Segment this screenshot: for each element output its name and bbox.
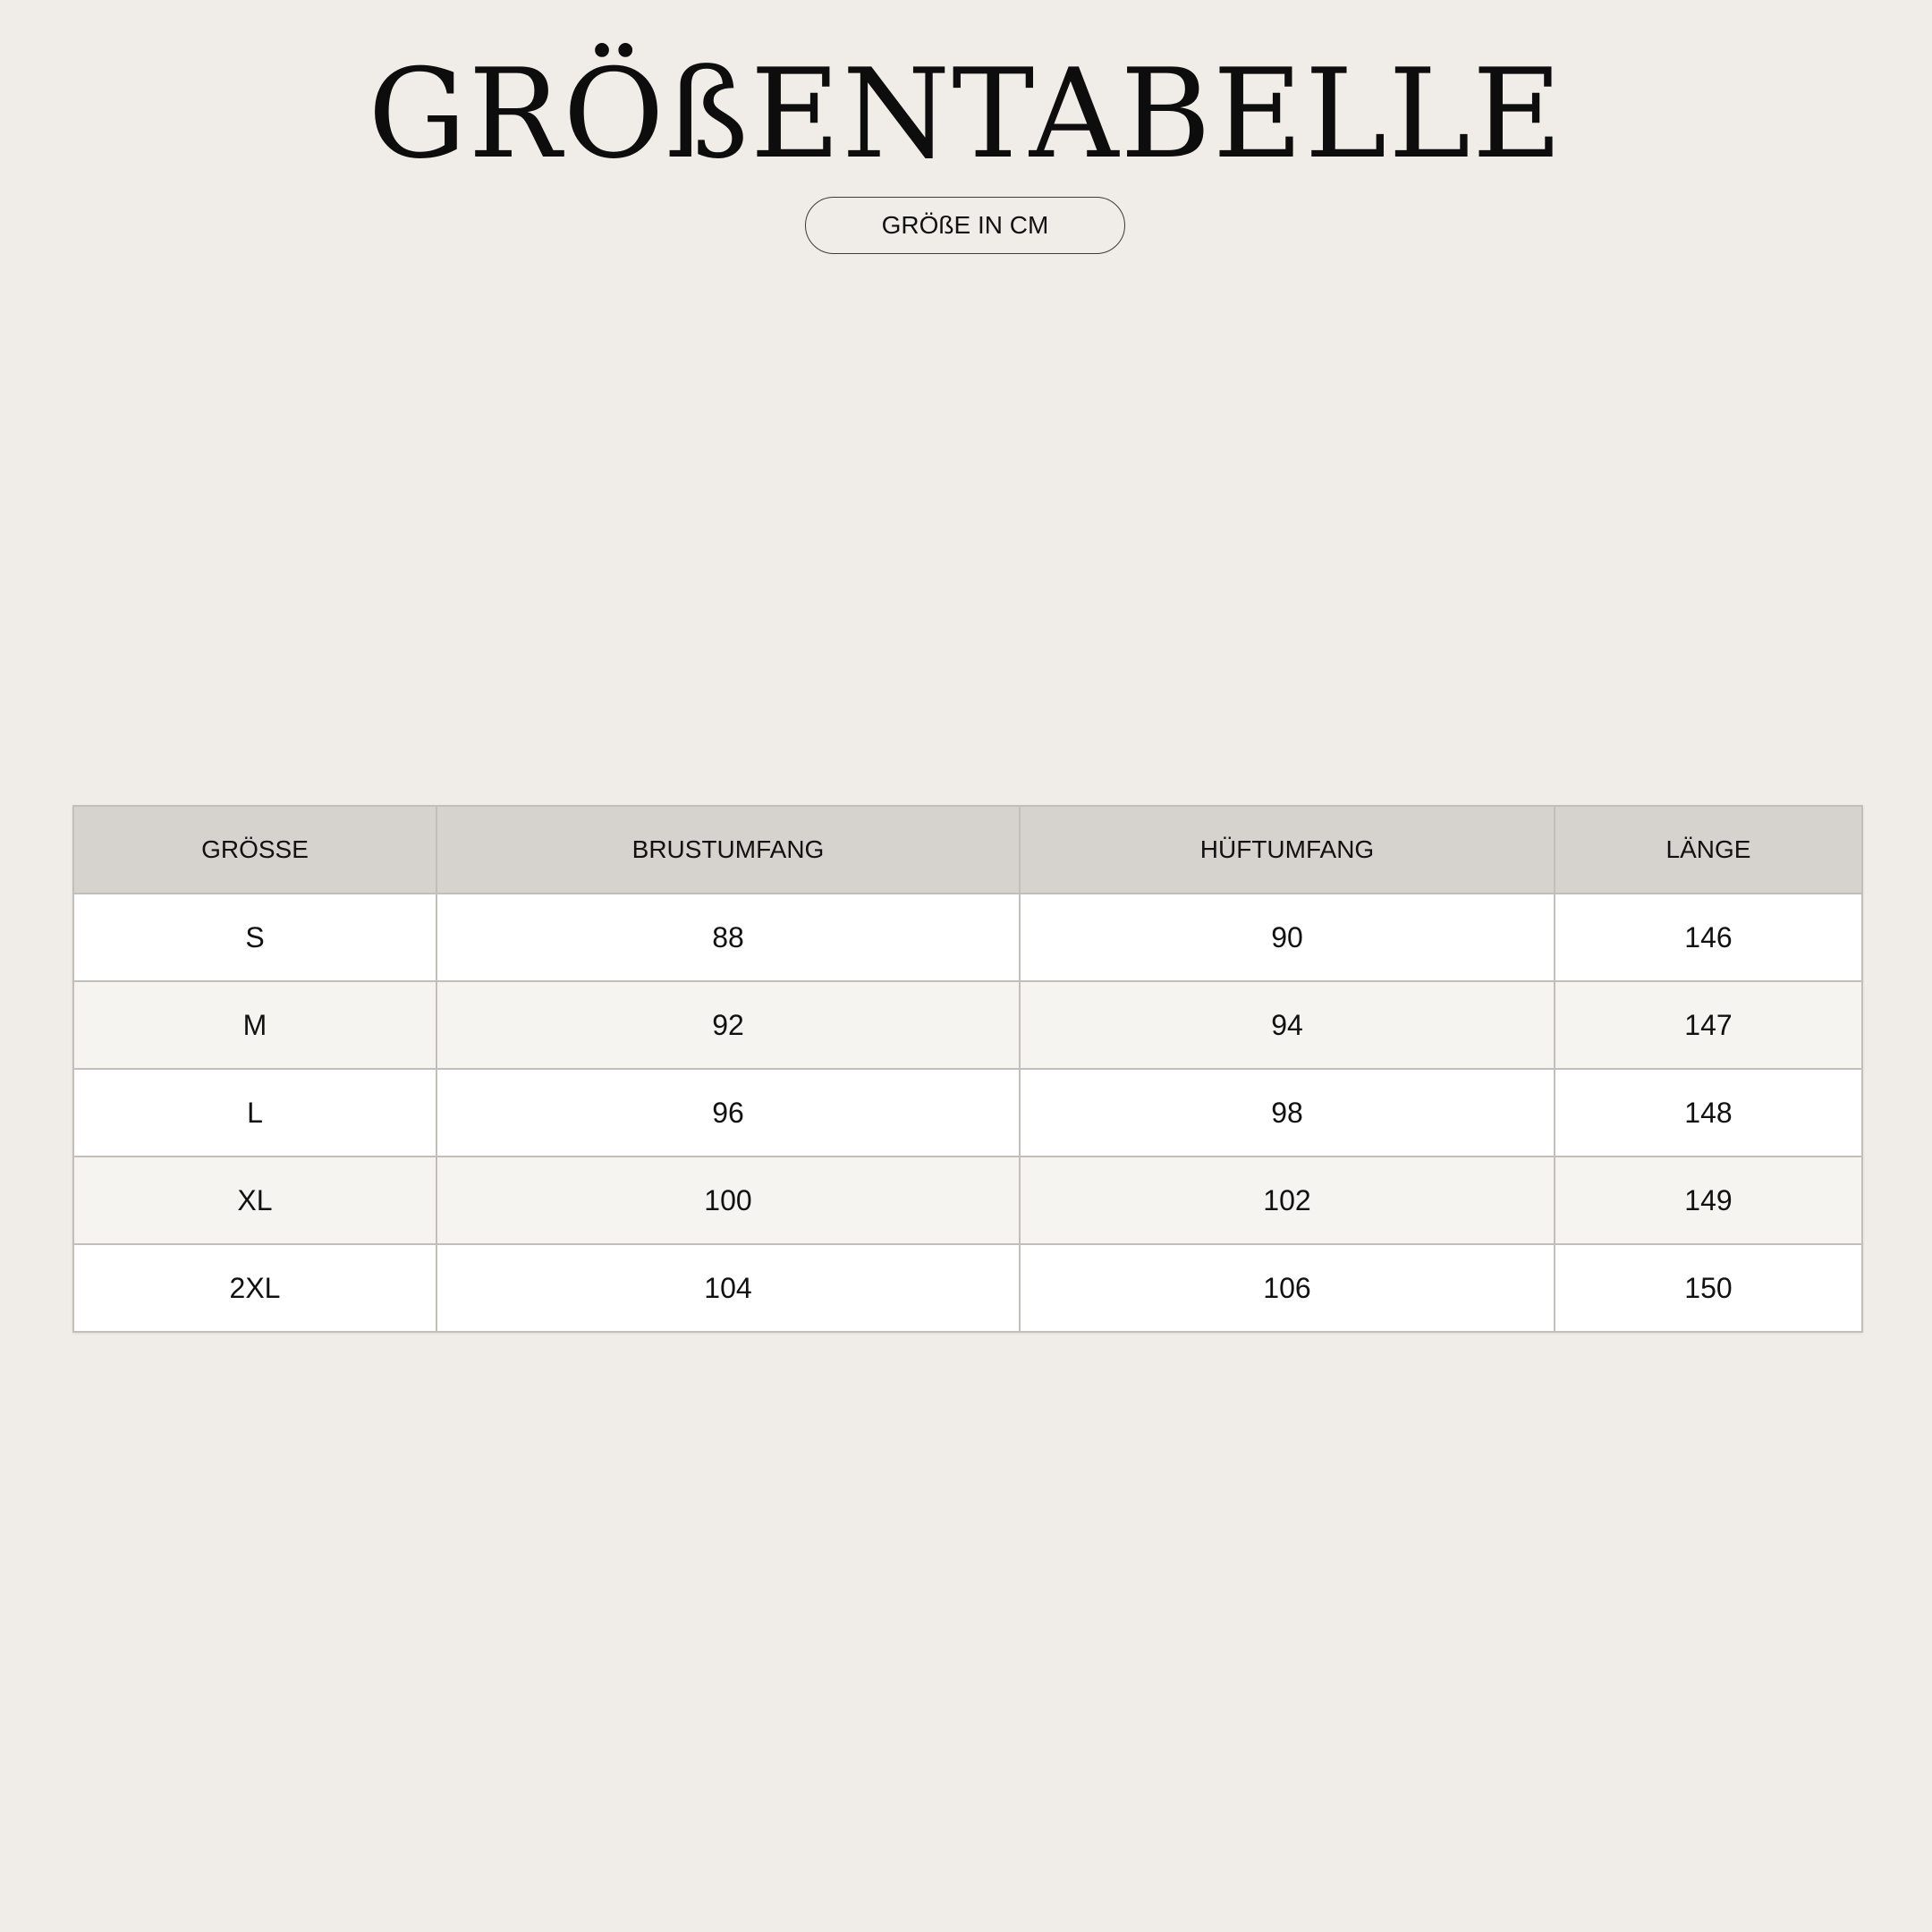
cell-length: 146: [1555, 894, 1862, 981]
page-title: GRÖßENTABELLE: [368, 42, 1564, 186]
header-chest: BRUSTUMFANG: [436, 806, 1020, 894]
cell-chest: 88: [436, 894, 1020, 981]
table-row: [73, 1069, 1862, 1157]
cell-size: 2XL: [73, 1244, 436, 1332]
size-chart-table: [72, 805, 1863, 1333]
table-row: [73, 894, 1862, 981]
cell-hip: 98: [1020, 1069, 1555, 1157]
cell-length: 148: [1555, 1069, 1862, 1157]
unit-badge-label: GRÖßE IN CM: [881, 211, 1049, 239]
unit-badge: [805, 197, 1125, 254]
table-row: [73, 981, 1862, 1069]
cell-hip: 90: [1020, 894, 1555, 981]
cell-chest: 92: [436, 981, 1020, 1069]
cell-size: M: [73, 981, 436, 1069]
cell-length: 149: [1555, 1157, 1862, 1244]
header-hip: HÜFTUMFANG: [1020, 806, 1555, 894]
table-row: [73, 1244, 1862, 1332]
cell-size: S: [73, 894, 436, 981]
cell-chest: 96: [436, 1069, 1020, 1157]
cell-size: L: [73, 1069, 436, 1157]
cell-size: XL: [73, 1157, 436, 1244]
cell-hip: 106: [1020, 1244, 1555, 1332]
cell-hip: 94: [1020, 981, 1555, 1069]
cell-chest: 104: [436, 1244, 1020, 1332]
cell-hip: 102: [1020, 1157, 1555, 1244]
cell-length: 147: [1555, 981, 1862, 1069]
table-row: [73, 1157, 1862, 1244]
header-length: LÄNGE: [1555, 806, 1862, 894]
cell-length: 150: [1555, 1244, 1862, 1332]
table-header-row: [73, 806, 1862, 894]
cell-chest: 100: [436, 1157, 1020, 1244]
header-size: GRÖSSE: [73, 806, 436, 894]
